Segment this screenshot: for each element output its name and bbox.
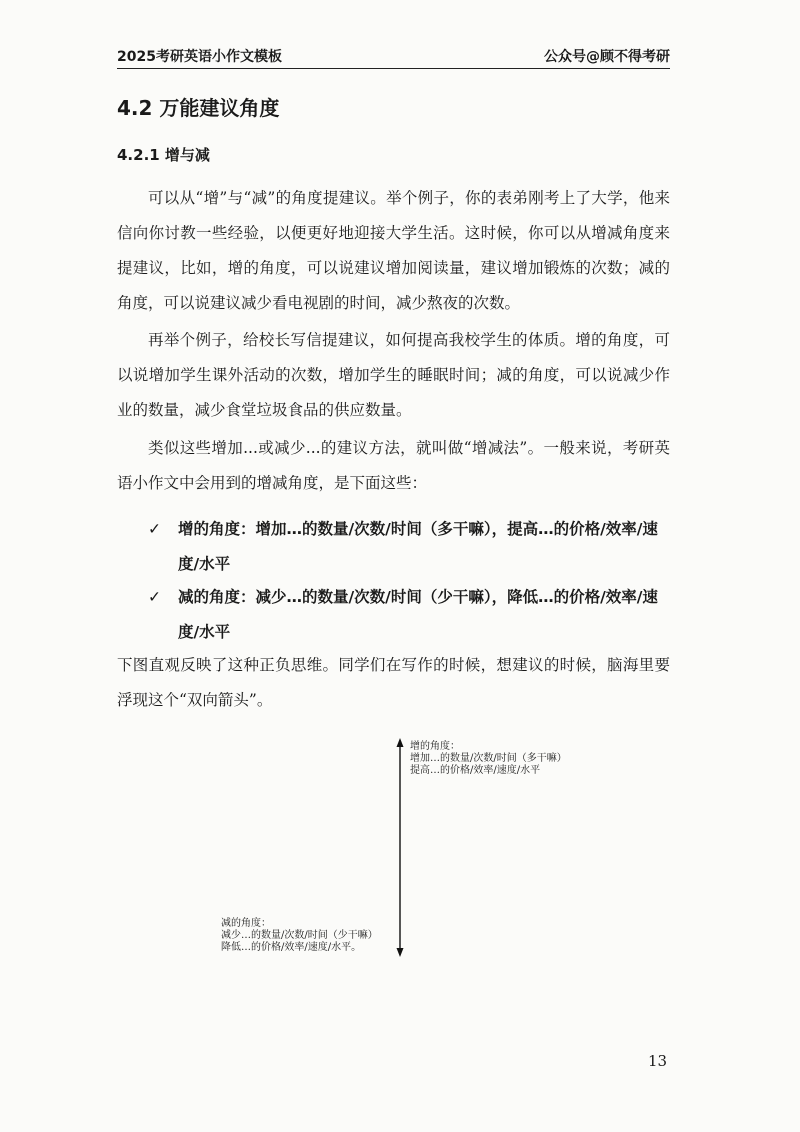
section-title: 4.2 万能建议角度 [117, 96, 280, 120]
increase-heading: 增的角度： [410, 741, 460, 752]
header-title: 2025考研英语小作文模板 [117, 49, 282, 65]
increase-line-1: 增加…的数量/次数/时间（多干嘛） [410, 753, 567, 764]
increase-line-2: 提高…的价格/效率/速度/水平 [410, 765, 541, 776]
decrease-heading: 减的角度： [221, 918, 271, 929]
checkmark-icon: ✓ [148, 588, 161, 606]
diagram-increase-label [410, 741, 567, 777]
diagram-decrease-label [221, 918, 378, 954]
arrow-down-icon [397, 948, 404, 957]
checklist-item-increase [148, 512, 670, 582]
page-number: 13 [648, 1052, 668, 1070]
header-account: 公众号@顾不得考研 [544, 49, 670, 65]
checklist-text: 增的角度：增加…的数量/次数/时间（多干嘛），提高…的价格/效率/速度/水平 [178, 520, 658, 573]
decrease-line-1: 减少…的数量/次数/时间（少干嘛） [221, 930, 378, 941]
checkmark-icon: ✓ [148, 520, 161, 538]
paragraph-4: 下图直观反映了这种正负思维。同学们在写作的时候，想建议的时候，脑海里要浮现这个“双向箭头”。 [117, 656, 670, 709]
subsection-title: 4.2.1 增与减 [117, 146, 210, 164]
checklist-item-decrease [148, 580, 670, 650]
checklist-text: 减的角度：减少…的数量/次数/时间（少干嘛），降低…的价格/效率/速度/水平 [178, 588, 658, 641]
paragraph-2: 再举个例子，给校长写信提建议，如何提高我校学生的体质。增的角度，可以说增加学生课外活动的次数，增加学生的睡眠时间；减的角度，可以说减少作业的数量，减少食堂垃圾食品的供应数量。 [117, 331, 670, 419]
paragraph-3: 类似这些增加...或减少...的建议方法，就叫做“增减法”。一般来说，考研英语小作文中会用到的增减角度，是下面这些： [117, 439, 670, 492]
arrow-up-icon [397, 738, 404, 747]
decrease-line-2: 降低…的价格/效率/速度/水平。 [221, 942, 362, 953]
page-header [117, 42, 670, 69]
paragraph-1: 可以从“增”与“减”的角度提建议。举个例子，你的表弟刚考上了大学，他来信向你讨教一些经验，以便更好地迎接大学生活。这时候，你可以从增减角度来提建议，比如，增的角度，可以说建议增加阅读量，建议增加锻炼的次数；减的角度，可以说建议减少看电视剧的时间，减少熬夜的次数。 [117, 189, 670, 312]
